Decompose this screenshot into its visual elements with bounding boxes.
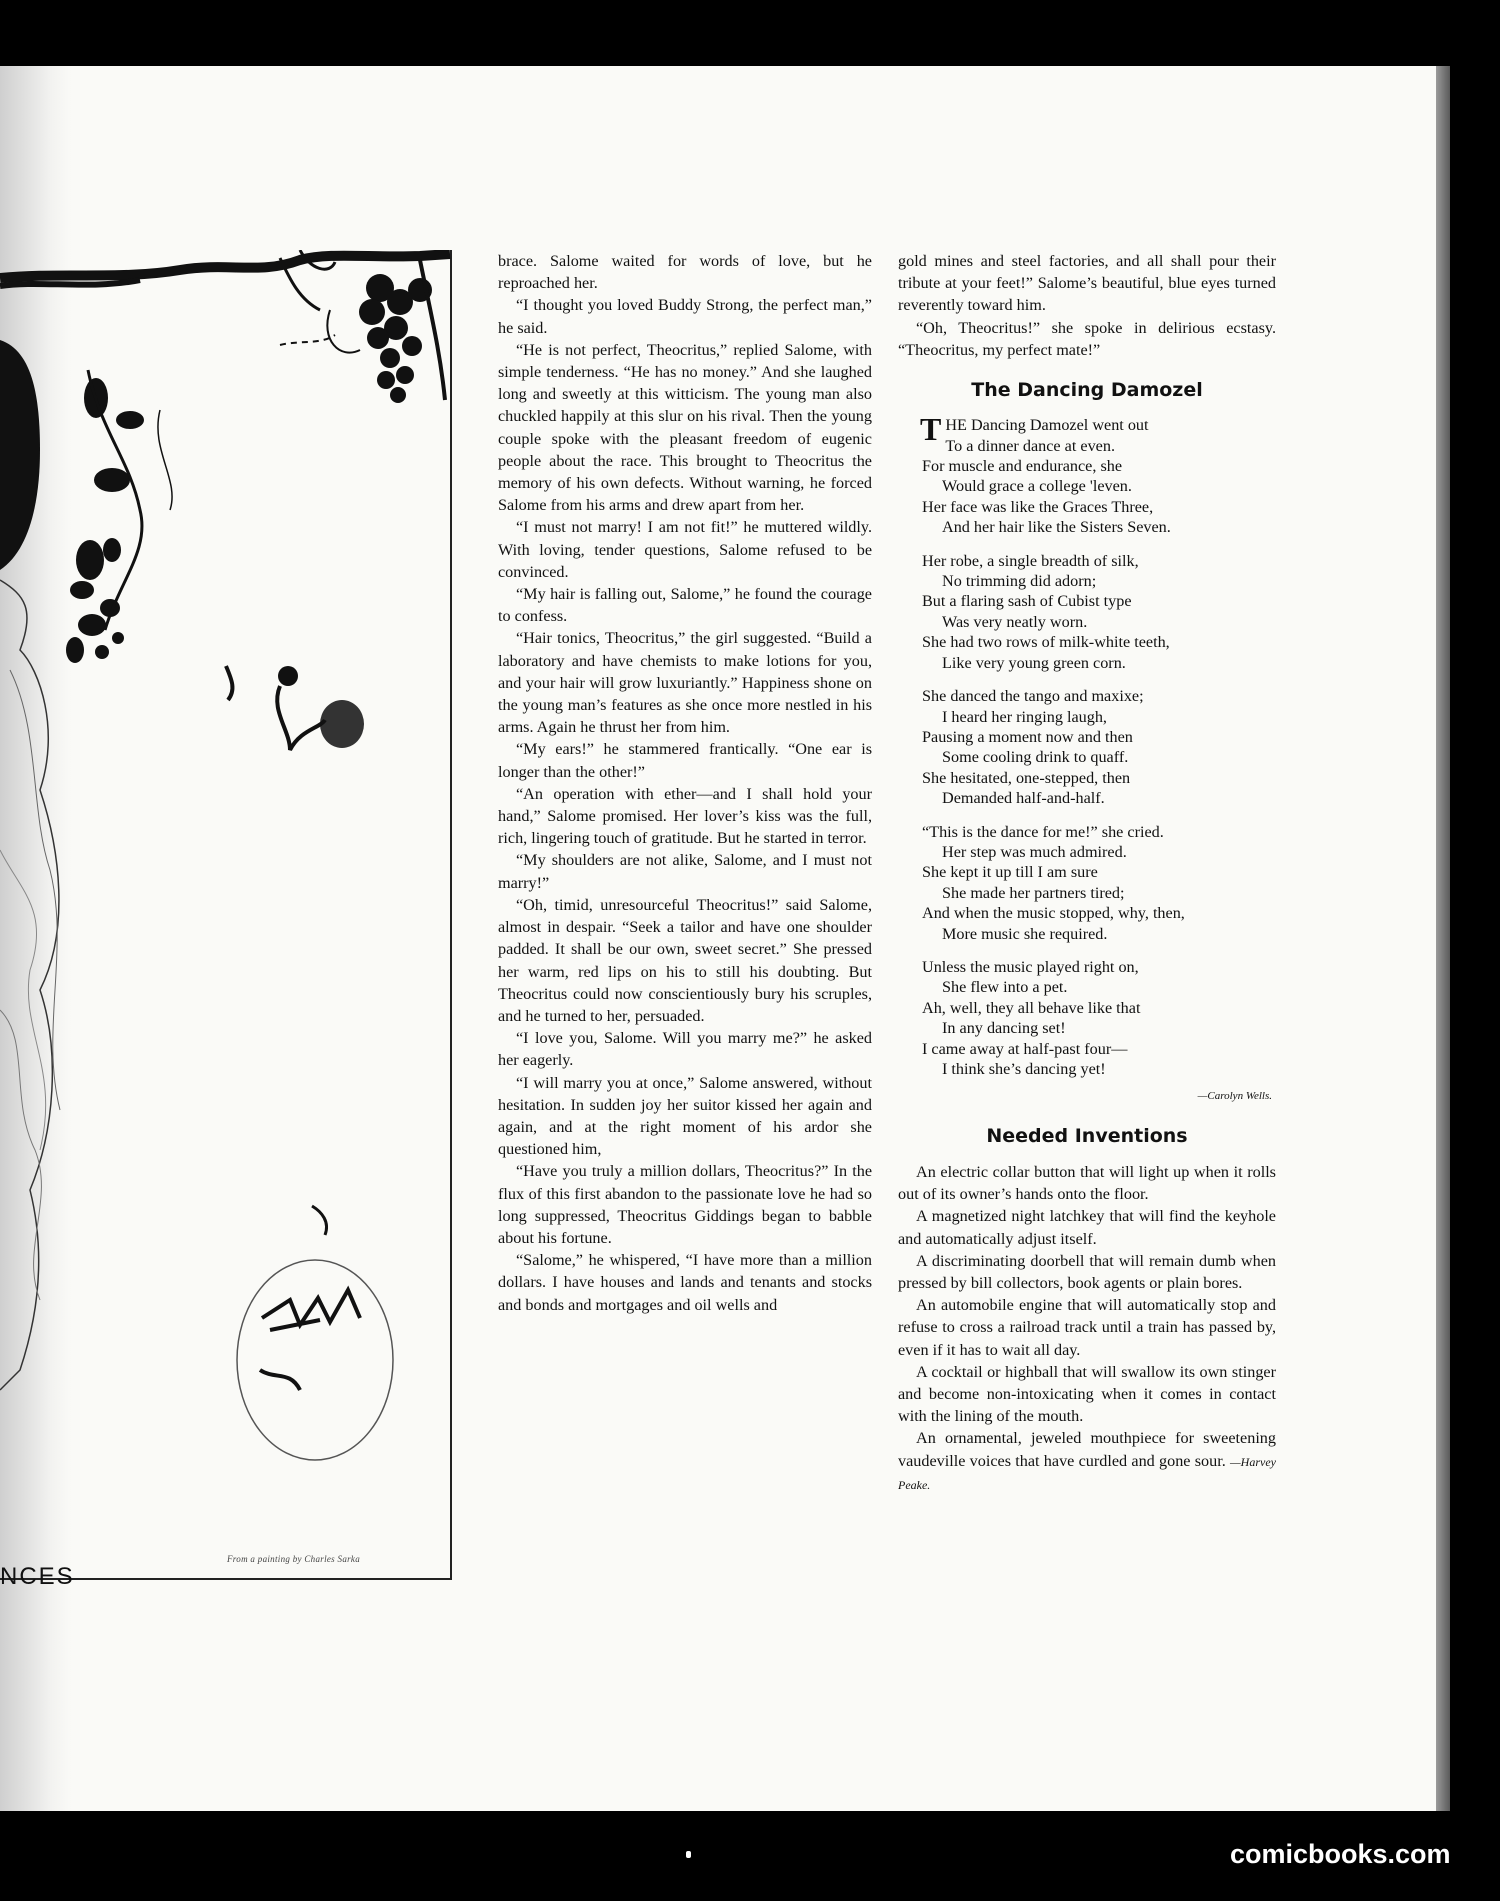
story-continued	[898, 250, 1276, 361]
poem-line: And her hair like the Sisters Seven.	[942, 518, 1171, 537]
poem-line: To a dinner dance at even.	[945, 436, 1115, 455]
poem-line: Would grace a college 'leven.	[942, 477, 1132, 496]
poem-line: I think she’s dancing yet!	[942, 1060, 1106, 1078]
poem-first-line: THE Dancing Damozel went out	[920, 411, 1149, 448]
story-paragraph: gold mines and steel factories, and all shall pour their tribute at your feet!” Salome’s beautiful, blue eyes turned reverently toward him.	[898, 252, 1276, 315]
poem-stanzas	[922, 551, 1276, 1080]
poem-line: Was very neatly worn.	[942, 612, 1088, 631]
invention-text: An electric collar button that will light up when it rolls out of its owner’s hands onto the floor.	[898, 1163, 1276, 1204]
invention-text: A discriminating doorbell that will remain dumb when pressed by bill collectors, book agents or plain bores.	[898, 1251, 1276, 1293]
poem-stanza	[922, 822, 1276, 944]
poem-line: I came away at half-past four—	[922, 1039, 1128, 1058]
invention-item	[898, 1250, 1276, 1294]
poem-line: She hesitated, one-stepped, then	[922, 768, 1131, 787]
story-column	[498, 250, 872, 1316]
story-paragraph: “My shoulders are not alike, Salome, and I must not marry!”	[498, 851, 872, 892]
poem-stanza	[920, 411, 1276, 537]
poem-line: Her robe, a single breadth of silk,	[922, 551, 1139, 570]
story-paragraph: “An operation with ether—and I shall hold your hand,” Salome promised. Her lover’s kiss was the full, rich, lingering touch of gratitude. But he started in terror.	[498, 784, 872, 848]
story-paragraph: “My hair is falling out, Salome,” he found the courage to confess.	[498, 585, 872, 626]
illustration-credit: From a painting by Charles Sarka	[227, 1554, 361, 1564]
story-paragraph: “My ears!” he stammered frantically. “One ear is longer than the other!”	[498, 740, 872, 781]
poem-line: Some cooling drink to quaff.	[942, 748, 1129, 767]
poem-line: “This is the dance for me!” she cried.	[922, 822, 1164, 841]
poem-line: But a flaring sash of Cubist type	[922, 592, 1132, 611]
invention-text: An automobile engine that will automatically stop and refuse to cross a railroad track until a train has passed by, even if it has to wait all day.	[898, 1296, 1276, 1359]
poem-line: She kept it up till I am sure	[922, 863, 1098, 882]
poem-stanza	[922, 957, 1276, 1079]
story-paragraph: “Oh, timid, unresourceful Theocritus!” said Salome, almost in despair. “Seek a tailor and have one shoulder padded. It shall be our own, sweet secret.” She pressed her warm, red lips on his to still his doubting. But Theocritus could now conscientiously bury his scruples, and he turned to her, persuaded.	[498, 895, 872, 1025]
poem-title: The Dancing Damozel	[971, 379, 1203, 402]
story-paragraph: “He is not perfect, Theocritus,” replied Salome, with simple tenderness. “He has no money.” And she laughed long and sweetly at this witticism. The young man also chuckled happily at this slur on his rival. Then the young couple spoke with the pleasant freedom of eugenic people about the race. This brought to Theocritus the memory of his own defects. Without warning, he forced Salome from his arms and drew apart from her.	[498, 340, 872, 515]
story-paragraph: brace. Salome waited for words of love, but he reproached her.	[498, 252, 872, 293]
invention-text: An ornamental, jeweled mouthpiece for sweetening vaudeville voices that have curdled and gone sour.	[898, 1429, 1276, 1470]
poem-line: Her face was like the Graces Three,	[922, 497, 1154, 516]
right-column	[898, 250, 1276, 1496]
invention-text: A magnetized night latchkey that will find the keyhole and automatically adjust itself.	[898, 1207, 1276, 1248]
poem-stanza	[922, 551, 1276, 673]
invention-item	[898, 1294, 1276, 1361]
story-paragraph: “Have you truly a million dollars, Theocritus?” In the flux of this first abandon to the passionate love he had so long suppressed, Theocritus Giddings began to babble about his fortune.	[498, 1162, 872, 1247]
poem-line: Like very young green corn.	[942, 653, 1126, 672]
inventions-list	[898, 1161, 1276, 1496]
poem-author: —Carolyn Wells.	[1197, 1090, 1272, 1103]
poem-line: She had two rows of milk-white teeth,	[922, 633, 1170, 652]
story-paragraph: “I thought you loved Buddy Strong, the perfect man,” he said.	[498, 296, 872, 337]
poem-line: In any dancing set!	[942, 1019, 1066, 1038]
invention-item	[898, 1361, 1276, 1428]
story-paragraph: “Hair tonics, Theocritus,” the girl suggested. “Build a laboratory and have chemists to make lotions for you, and your hair will grow luxuriantly.” Happiness shone on the young man’s features as she once more nestled in his arms. Again he thrust her from him.	[498, 629, 872, 737]
poem-line: Unless the music played right on,	[922, 957, 1139, 976]
drop-cap: T	[920, 411, 942, 448]
inventions-title: Needed Inventions	[986, 1124, 1188, 1147]
story-paragraph: “I will marry you at once,” Salome answered, without hesitation. In sudden joy her suitor kissed her again and again, and at the right moment of his ardor she questioned him,	[498, 1073, 872, 1159]
story-paragraph: “Salome,” he whispered, “I have more than a million dollars. I have houses and lands and tenants and stocks and bonds and mortgages and oil wells and	[498, 1251, 872, 1314]
poem-line: For muscle and endurance, she	[922, 457, 1123, 476]
poem-line: Demanded half-and-half.	[942, 789, 1105, 808]
page-mark	[686, 1851, 691, 1858]
running-head-fragment: NCES	[0, 1563, 75, 1590]
story-paragraph: “I must not marry! I am not fit!” he muttered wildly. With loving, tender questions, Salome refused to be convinced.	[498, 518, 872, 581]
story-paragraph: “I love you, Salome. Will you marry me?” he asked her eagerly.	[498, 1029, 872, 1070]
poem-line: Ah, well, they all behave like that	[922, 998, 1141, 1017]
invention-item	[898, 1205, 1276, 1249]
invention-item	[898, 1161, 1276, 1205]
poem-line: And when the music stopped, why, then,	[922, 904, 1185, 923]
illustration	[0, 250, 452, 1580]
inventions-author: —Harvey Peake.	[898, 1454, 1276, 1492]
poem	[920, 411, 1276, 1107]
story-paragraph: “Oh, Theocritus!” she spoke in delirious ecstasy. “Theocritus, my perfect mate!”	[898, 318, 1276, 359]
poem-line: She flew into a pet.	[942, 978, 1068, 997]
poem-stanza	[922, 686, 1276, 808]
poem-line: I heard her ringing laugh,	[942, 707, 1107, 726]
invention-item	[898, 1427, 1276, 1496]
poem-line: Pausing a moment now and then	[922, 727, 1133, 746]
book-spine-edge	[1436, 66, 1450, 1811]
poem-line: She made her partners tired;	[942, 883, 1125, 902]
poem-line: Her step was much admired.	[942, 842, 1127, 861]
poem-line: She danced the tango and maxixe;	[922, 687, 1144, 706]
invention-text: A cocktail or highball that will swallow its own stinger and become non-intoxicating when it comes in contact with the lining of the mouth.	[898, 1362, 1276, 1426]
watermark: comicbooks.com	[1230, 1839, 1451, 1869]
poem-line: No trimming did adorn;	[942, 572, 1097, 591]
illustration-drawing	[0, 250, 452, 1580]
poem-line: More music she required.	[942, 924, 1108, 943]
